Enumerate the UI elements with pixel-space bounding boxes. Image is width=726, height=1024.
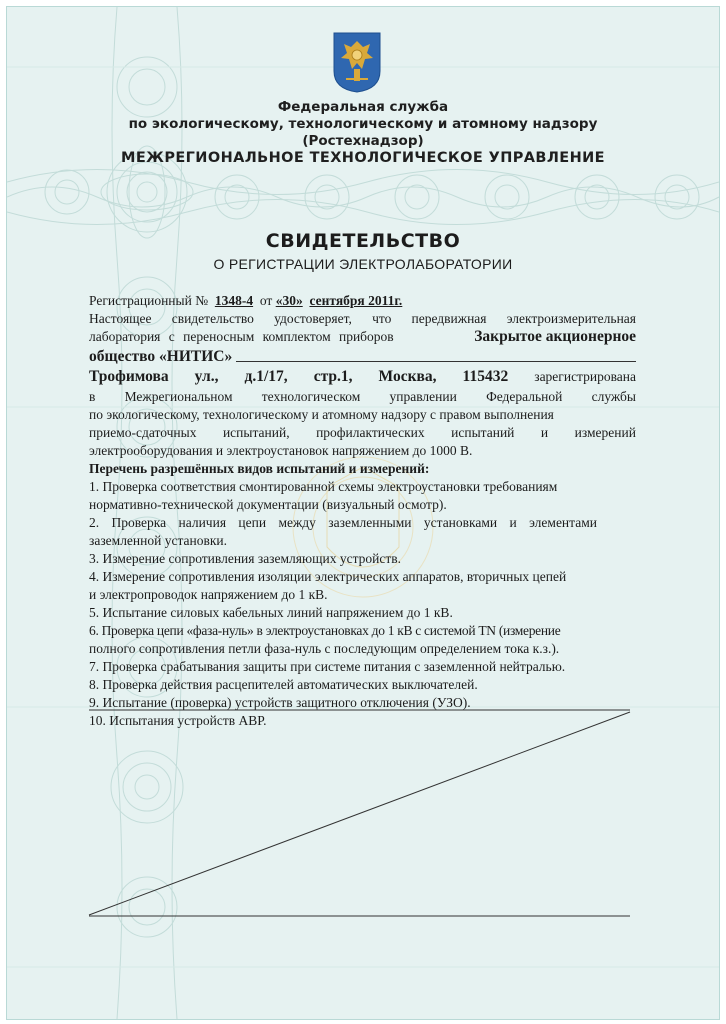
list-item-7: 7. Проверка срабатывания защиты при системе питания с заземленной нейтралью. bbox=[89, 659, 566, 674]
certificate-subtitle: О РЕГИСТРАЦИИ ЭЛЕКТРОЛАБОРАТОРИИ bbox=[213, 256, 513, 272]
list-heading: Перечень разрешённых видов испытаний и измерений: bbox=[89, 461, 430, 476]
address-line-3: по экологическому, технологическому и атомному надзору с правом выполнения bbox=[89, 407, 554, 422]
list-item-4a: 4. Измерение сопротивления изоляции электрических аппаратов, вторичных цепей bbox=[89, 569, 567, 584]
registration-date: сентября 2011г. bbox=[309, 293, 403, 308]
organization-name-part2: общество «НИТИС» bbox=[89, 348, 233, 365]
list-item-6b: полного сопротивления петли фаза-нуль с последующим определением тока к.з.). bbox=[89, 641, 560, 656]
agency-short-name: (Ростехнадзор) bbox=[302, 133, 424, 149]
list-item-3: 3. Измерение сопротивления заземляющих устройств. bbox=[89, 551, 401, 566]
address-line-5: электрооборудования и электроустановок напряжением до 1000 В. bbox=[89, 443, 473, 458]
list-item-4b: и электропроводок напряжением до 1 кВ. bbox=[89, 587, 328, 602]
certificate-title: СВИДЕТЕЛЬСТВО bbox=[265, 230, 461, 252]
list-item-1a: 1. Проверка соответствия смонтированной схемы электроустановки требованиям bbox=[89, 479, 558, 494]
department-name: МЕЖРЕГИОНАЛЬНОЕ ТЕХНОЛОГИЧЕСКОЕ УПРАВЛЕНИЕ bbox=[121, 150, 605, 166]
list-item-6a: 6. Проверка цепи «фаза-нуль» в электроустановках до 1 кВ с системой TN (измерение bbox=[89, 623, 561, 638]
list-item-8: 8. Проверка действия расцепителей автоматических выключателей. bbox=[89, 677, 478, 692]
registration-number: 1348-4 bbox=[214, 293, 254, 308]
organization-name-part1: Закрытое акционерное bbox=[474, 328, 636, 345]
list-item-1b: нормативно-технической документации (визуальный осмотр). bbox=[89, 497, 447, 512]
agency-name-line: Федеральная служба bbox=[277, 99, 449, 115]
list-item-2a: 2. Проверка наличия цепи между заземленными установками и элементами bbox=[89, 515, 597, 530]
list-item-5: 5. Испытание силовых кабельных линий напряжением до 1 кВ. bbox=[89, 605, 453, 620]
address-line-2: в Межрегиональном технологическом управлении Федеральной службы bbox=[89, 389, 636, 404]
intro-line-1: Настоящее свидетельство удостоверяет, что передвижная электроизмерительная bbox=[89, 311, 636, 326]
address-line-4: приемо-сдаточных испытаний, профилактических испытаний и измерений bbox=[89, 425, 636, 440]
intro-line-2: лаборатория с переносным комплектом приборов Закрытое акционерное bbox=[89, 328, 636, 348]
registration-line: Регистрационный № 1348-4 от «30» сентября 2011г. bbox=[89, 293, 403, 308]
list-item-2b: заземленной установки. bbox=[89, 533, 228, 548]
address-line-1: Трофимова ул., д.1/17, стр.1, Москва, 115432 зарегистрирована bbox=[89, 368, 636, 385]
z-line-diagonal bbox=[89, 712, 630, 915]
registration-date-day: «30» bbox=[275, 293, 303, 308]
list-item-9: 9. Испытание (проверка) устройств защитного отключения (УЗО). bbox=[89, 695, 471, 710]
list-item-10: 10. Испытания устройств АВР. bbox=[89, 713, 267, 728]
agency-scope-line: по экологическому, технологическому и атомному надзору bbox=[128, 116, 598, 132]
